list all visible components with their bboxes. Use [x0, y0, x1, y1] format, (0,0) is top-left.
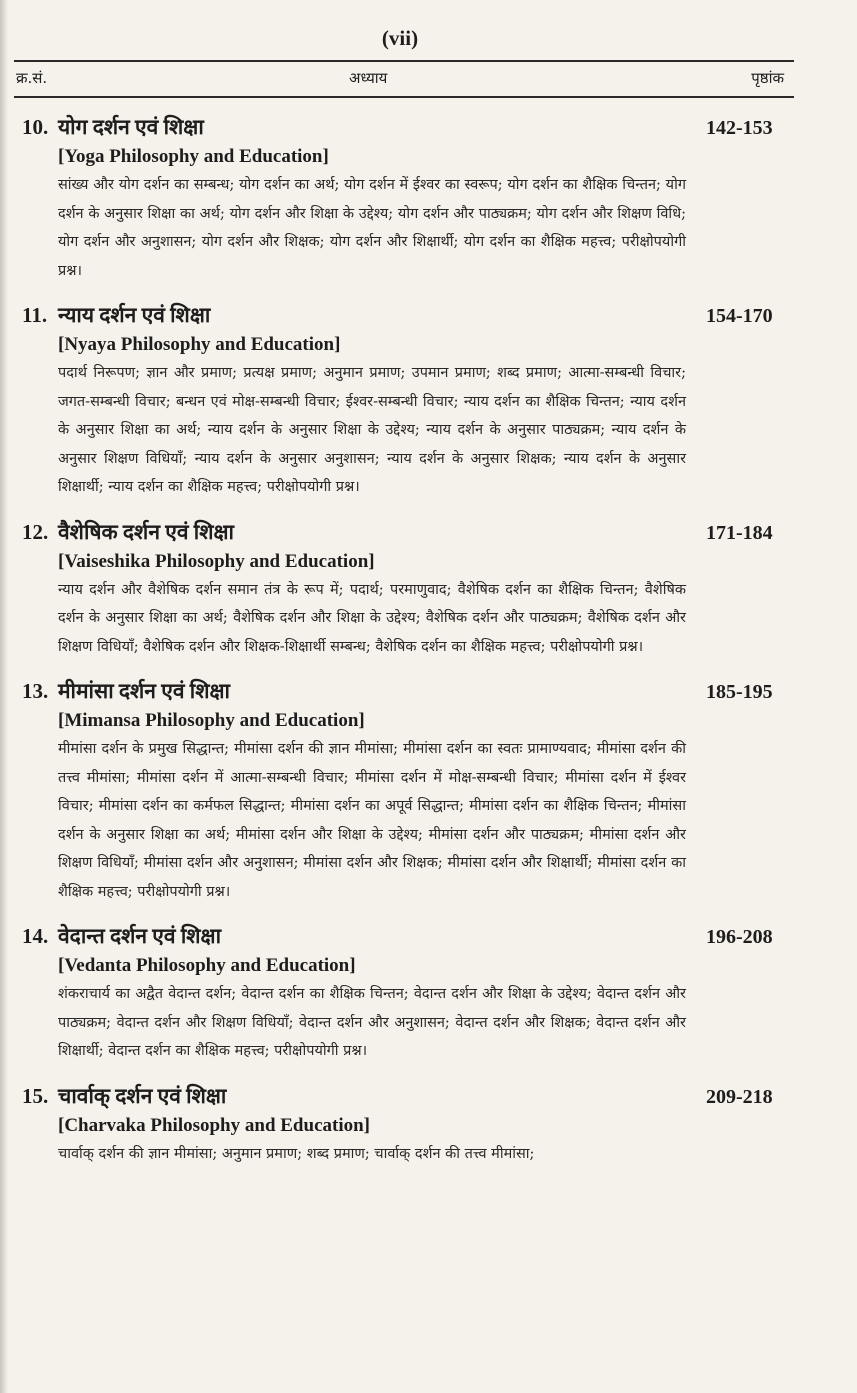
entry-description: चार्वाक् दर्शन की ज्ञान मीमांसा; अनुमान प्रमाण; शब्द प्रमाण; चार्वाक् दर्शन की तत्त्व मीमांसा;: [58, 1145, 535, 1162]
entry-title: वेदान्त दर्शन एवं शिक्षा: [58, 924, 222, 948]
entry-title: मीमांसा दर्शन एवं शिक्षा: [58, 679, 230, 703]
entry-pages: 209-218: [706, 1085, 773, 1108]
entry-number: 12.: [22, 519, 49, 544]
entry-pages: 142-153: [706, 117, 773, 139]
entry-pages: 185-195: [706, 681, 773, 703]
entry-english-title: [Vaiseshika Philosophy and Education]: [58, 550, 375, 572]
toc-entry: [22, 1081, 792, 1169]
entry-title: योग दर्शन एवं शिक्षा: [58, 115, 204, 139]
entry-title: चार्वाक् दर्शन एवं शिक्षा: [58, 1083, 227, 1108]
entry-english-title: [Mimansa Philosophy and Education]: [58, 710, 365, 731]
entry-description: मीमांसा दर्शन के प्रमुख सिद्धान्त; मीमांसा दर्शन की ज्ञान मीमांसा; मीमांसा दर्शन का स्वतः प्रामाण्यवाद; मीमांसा दर्शन की तत्त्व मीमांसा; मीमांसा दर्शन में आत्मा-सम्बन्धी विचार; मीमांसा दर्शन में मोक्ष-सम्बन्धी विचार; मीमांसा दर्शन में ईश्वर विचार; मीमांसा दर्शन का कर्मफल सिद्धान्त; मीमांसा दर्शन का अपूर्व सिद्धान्त; मीमांसा दर्शन का शैक्षिक चिन्तन; मीमांसा दर्शन के अनुसार शिक्षा का अर्थ; मीमांसा दर्शन और शिक्षा के उद्देश्य; मीमांसा दर्शन और पाठ्यक्रम; मीमांसा दर्शन और शिक्षण विधियाँ; मीमांसा दर्शन और अनुशासन; मीमांसा दर्शन और शिक्षक; मीमांसा दर्शन और शिक्षार्थी; मीमांसा दर्शन का शैक्षिक महत्त्व; परीक्षोपयोगी प्रश्न।: [58, 741, 686, 900]
entry-number: 14.: [22, 924, 49, 948]
page-edge-shadow: [0, 0, 8, 1393]
entry-title: वैशेषिक दर्शन एवं शिक्षा: [58, 519, 235, 544]
entry-number: 11.: [22, 303, 48, 327]
entry-pages: 196-208: [706, 926, 773, 948]
entry-description: न्याय दर्शन और वैशेषिक दर्शन समान तंत्र के रूप में; पदार्थ; परमाणुवाद; वैशेषिक दर्शन का शैक्षिक चिन्तन; वैशेषिक दर्शन के अनुसार शिक्षा का अर्थ; वैशेषिक दर्शन और शिक्षा के उद्देश्य; वैशेषिक दर्शन और पाठ्यक्रम; वैशेषिक दर्शन और शिक्षण विधियाँ; वैशेषिक दर्शन और शिक्षक-शिक्षार्थी सम्बन्ध; वैशेषिक दर्शन का शैक्षिक महत्त्व; परीक्षोपयोगी प्रश्न।: [58, 581, 686, 655]
entry-english-title: [Nyaya Philosophy and Education]: [58, 334, 341, 355]
page-number: (vii): [381, 26, 419, 50]
header-pages: पृष्ठांक: [751, 69, 784, 87]
toc-entry: [22, 517, 792, 662]
entry-english-title: [Charvaka Philosophy and Education]: [58, 1114, 370, 1136]
toc-entry: [22, 112, 792, 285]
toc-entry: [22, 921, 792, 1066]
entry-pages: 154-170: [706, 305, 773, 327]
toc-entry: [22, 676, 792, 906]
entry-number: 13.: [22, 679, 49, 703]
toc-entries: [22, 112, 792, 1183]
entry-title: न्याय दर्शन एवं शिक्षा: [58, 303, 211, 327]
entry-description: शंकराचार्य का अद्वैत वेदान्त दर्शन; वेदान्त दर्शन का शैक्षिक चिन्तन; वेदान्त दर्शन और शिक्षा के उद्देश्य; वेदान्त दर्शन और पाठ्यक्रम; वेदान्त दर्शन और शिक्षण विधियाँ; वेदान्त दर्शन और अनुशासन; वेदान्त दर्शन और शिक्षक; वेदान्त दर्शन और शिक्षार्थी; वेदान्त दर्शन का शैक्षिक महत्त्व; परीक्षोपयोगी प्रश्न।: [58, 986, 686, 1059]
toc-entry: [22, 300, 792, 502]
entry-english-title: [Vedanta Philosophy and Education]: [58, 955, 356, 976]
entry-pages: 171-184: [706, 521, 773, 544]
entry-number: 15.: [22, 1083, 49, 1108]
header-chapter: अध्याय: [349, 69, 388, 87]
entry-description: सांख्य और योग दर्शन का सम्बन्ध; योग दर्शन का अर्थ; योग दर्शन में ईश्वर का स्वरूप; योग दर्शन का शैक्षिक चिन्तन; योग दर्शन के अनुसार शिक्षा का अर्थ; योग दर्शन और शिक्षा के उद्देश्य; योग दर्शन और पाठ्यक्रम; योग दर्शन और शिक्षण विधि; योग दर्शन और अनुशासन; योग दर्शन और शिक्षक; योग दर्शन और शिक्षार्थी; योग दर्शन का शैक्षिक महत्त्व; परीक्षोपयोगी प्रश्न।: [58, 177, 686, 279]
entry-english-title: [Yoga Philosophy and Education]: [58, 146, 329, 167]
entry-number: 10.: [22, 115, 49, 139]
header-serial: क्र.सं.: [16, 69, 48, 87]
toc-header: [14, 60, 794, 98]
entry-description: पदार्थ निरूपण; ज्ञान और प्रमाण; प्रत्यक्ष प्रमाण; अनुमान प्रमाण; उपमान प्रमाण; शब्द प्रमाण; आत्मा-सम्बन्धी विचार; जगत-सम्बन्धी विचार; बन्धन एवं मोक्ष-सम्बन्धी विचार; ईश्वर-सम्बन्धी विचार; न्याय दर्शन का शैक्षिक चिन्तन; न्याय दर्शन के अनुसार शिक्षा का अर्थ; न्याय दर्शन के अनुसार शिक्षा के उद्देश्य; न्याय दर्शन के अनुसार पाठ्यक्रम; न्याय दर्शन के अनुसार शिक्षण विधियाँ; न्याय दर्शन के अनुसार अनुशासन; न्याय दर्शन के अनुसार शिक्षक; न्याय दर्शन के अनुसार शिक्षार्थी; न्याय दर्शन का शैक्षिक महत्त्व; परीक्षोपयोगी प्रश्न।: [58, 365, 686, 495]
